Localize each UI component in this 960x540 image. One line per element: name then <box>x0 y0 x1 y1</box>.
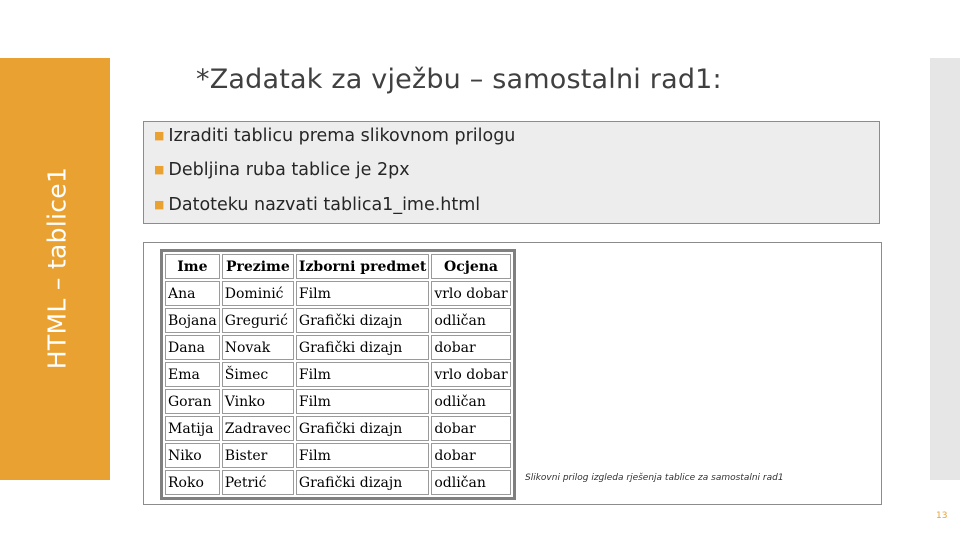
cell: Grafički dizajn <box>296 470 429 495</box>
cell: Ema <box>165 362 220 387</box>
header-izborni-predmet: Izborni predmet <box>296 254 429 279</box>
bullet-icon: ■ <box>154 198 165 211</box>
cell: Grafički dizajn <box>296 335 429 360</box>
bullet-list-box <box>143 121 880 224</box>
cell: Grafički dizajn <box>296 308 429 333</box>
cell: Petrić <box>222 470 294 495</box>
table-row <box>165 335 511 360</box>
table-row <box>165 470 511 495</box>
cell: Roko <box>165 470 220 495</box>
image-caption: Slikovni prilog izgleda rješenja tablice za samostalni rad1 <box>525 473 784 483</box>
cell: Film <box>296 281 429 306</box>
slide-title: *Zadatak za vježbu – samostalni rad1: <box>196 64 722 95</box>
table-row <box>165 362 511 387</box>
table-row <box>165 416 511 441</box>
table-header-row <box>165 254 511 279</box>
bullet-text: Datoteku nazvati tablica1_ime.html <box>168 195 481 215</box>
header-ime: Ime <box>165 254 220 279</box>
bullet-item <box>154 126 515 146</box>
bullet-text: Izraditi tablicu prema slikovnom prilogu <box>168 126 516 146</box>
cell: Novak <box>222 335 294 360</box>
bullet-text: Debljina ruba tablice je 2px <box>168 160 410 180</box>
cell: Bister <box>222 443 294 468</box>
cell: Vinko <box>222 389 294 414</box>
cell: dobar <box>431 443 510 468</box>
cell: Film <box>296 389 429 414</box>
cell: vrlo dobar <box>431 362 510 387</box>
cell: Dana <box>165 335 220 360</box>
bullet-item <box>154 195 480 215</box>
cell: vrlo dobar <box>431 281 510 306</box>
cell: Ana <box>165 281 220 306</box>
cell: Zadravec <box>222 416 294 441</box>
bullet-icon: ■ <box>154 129 165 142</box>
right-scroll-bar <box>930 58 960 480</box>
cell: Gregurić <box>222 308 294 333</box>
header-prezime: Prezime <box>222 254 294 279</box>
bullet-item <box>154 160 410 180</box>
table-row <box>165 281 511 306</box>
cell: Šimec <box>222 362 294 387</box>
sample-image-frame <box>143 242 882 505</box>
cell: Film <box>296 362 429 387</box>
cell: Film <box>296 443 429 468</box>
table-row <box>165 389 511 414</box>
cell: Goran <box>165 389 220 414</box>
cell: odličan <box>431 389 510 414</box>
cell: Matija <box>165 416 220 441</box>
cell: Grafički dizajn <box>296 416 429 441</box>
cell: odličan <box>431 470 510 495</box>
cell: Niko <box>165 443 220 468</box>
cell: Bojana <box>165 308 220 333</box>
table-row <box>165 308 511 333</box>
side-title: HTML – tablice1 <box>42 166 72 370</box>
sample-table <box>160 249 516 500</box>
page-number: 13 <box>936 511 948 521</box>
table-row <box>165 443 511 468</box>
cell: odličan <box>431 308 510 333</box>
cell: dobar <box>431 416 510 441</box>
cell: dobar <box>431 335 510 360</box>
cell: Dominić <box>222 281 294 306</box>
header-ocjena: Ocjena <box>431 254 510 279</box>
bullet-icon: ■ <box>154 163 165 176</box>
